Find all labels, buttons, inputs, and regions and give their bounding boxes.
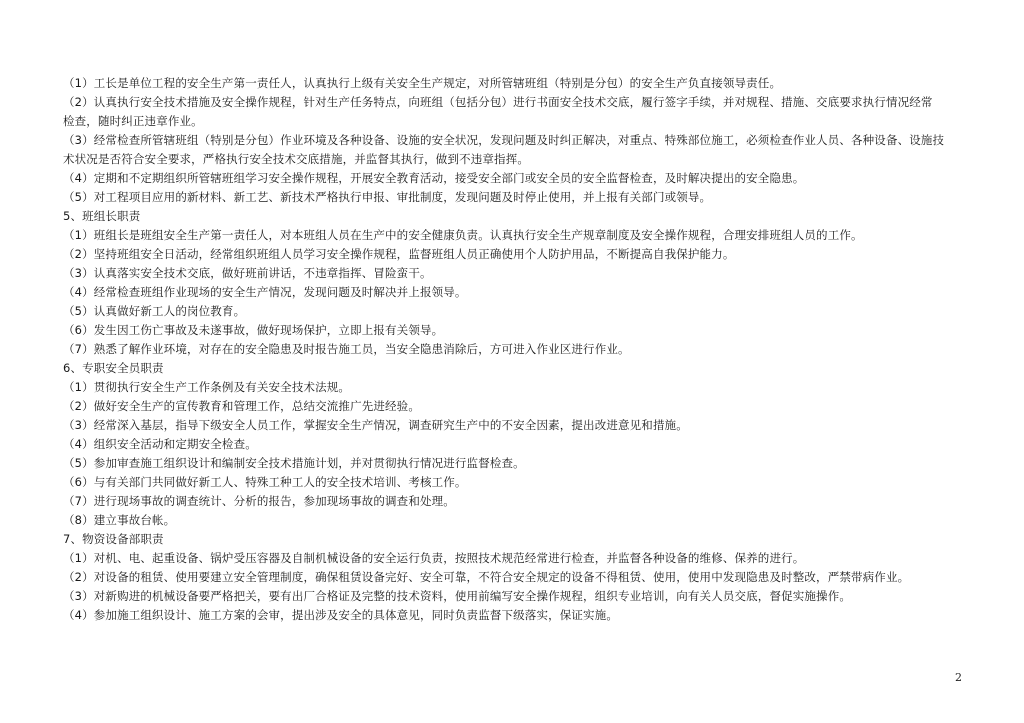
text-line: （6）发生因工伤亡事故及未遂事故，做好现场保护，立即上报有关领导。 [63,323,444,337]
text-line: （2）认真执行安全技术措施及安全操作规程，针对生产任务特点，向班组（包括分包）进行书面安全技术交底，履行签字手续，并对规程、措施、交底要求执行情况经常 [63,95,933,109]
text-line: （5）认真做好新工人的岗位教育。 [63,304,246,318]
text-line: （3）认真落实安全技术交底，做好班前讲话，不违章指挥、冒险蛮干。 [63,266,432,280]
text-line: （2）坚持班组安全日活动，经常组织班组人员学习安全操作规程，监督班组人员正确使用个人防护用品，不断提高自我保护能力。 [63,247,735,261]
text-line: （4）组织安全活动和定期安全检查。 [63,437,257,451]
text-line: （3）经常检查所管辖班组（特别是分包）作业环境及各种设备、设施的安全状况，发现问题及时纠正解决，对重点、特殊部位施工，必须检查作业人员、各种设备、设施技 [63,133,945,147]
text-line: （7）进行现场事故的调查统计、分析的报告，参加现场事故的调查和处理。 [63,494,455,508]
text-line: 术状况是否符合安全要求，严格执行安全技术交底措施，并监督其执行，做到不违章指挥。 [63,152,529,166]
text-line: （1）对机、电、起重设备、锅炉受压容器及自制机械设备的安全运行负责，按照技术规范经常进行检查，并监督各种设备的维修、保养的进行。 [63,551,805,565]
text-line: （5）对工程项目应用的新材料、新工艺、新技术严格执行申报、审批制度，发现问题及时停止使用，并上报有关部门或领导。 [63,190,712,204]
text-line: （3）经常深入基层，指导下级安全人员工作，掌握安全生产情况，调查研究生产中的不安全因素，提出改进意见和措施。 [63,418,688,432]
section-heading: 5、班组长职责 [63,209,141,223]
section-heading: 7、物资设备部职责 [63,532,164,546]
text-line: （6）与有关部门共同做好新工人、特殊工种工人的安全技术培训、考核工作。 [63,475,467,489]
text-line: （1）贯彻执行安全生产工作条例及有关安全技术法规。 [63,380,351,394]
text-line: （2）对设备的租赁、使用要建立安全管理制度，确保租赁设备完好、安全可靠，不符合安全规定的设备不得租赁、使用，使用中发现隐患及时整改，严禁带病作业。 [63,570,910,584]
text-line: （4）参加施工组织设计、施工方案的会审，提出涉及安全的具体意见，同时负责监督下级落实，保证实施。 [63,608,619,622]
text-line: （4）定期和不定期组织所管辖班组学习安全操作规程，开展安全教育活动，接受安全部门或安全员的安全监督检查，及时解决提出的安全隐患。 [63,171,805,185]
section-heading: 6、专职安全员职责 [63,361,164,375]
text-line: （1）工长是单位工程的安全生产第一责任人，认真执行上级有关安全生产规定，对所管辖班组（特别是分包）的安全生产负直接领导责任。 [63,76,782,90]
text-line: （8）建立事故台帐。 [63,513,176,527]
text-line: （7）熟悉了解作业环境，对存在的安全隐患及时报告施工员，当安全隐患消除后，方可进入作业区进行作业。 [63,342,630,356]
text-line: （4）经常检查班组作业现场的安全生产情况，发现问题及时解决并上报领导。 [63,285,467,299]
text-line: （5）参加审查施工组织设计和编制安全技术措施计划，并对贯彻执行情况进行监督检查。 [63,456,525,470]
document-body [63,74,969,625]
text-line: 检查，随时纠正违章作业。 [63,114,203,128]
page-number: 2 [955,671,962,684]
text-line: （3）对新购进的机械设备要严格把关，要有出厂合格证及完整的技术资料，使用前编写安全操作规程，组织专业培训，向有关人员交底，督促实施操作。 [63,589,852,603]
text-line: （1）班组长是班组安全生产第一责任人，对本班组人员在生产中的安全健康负责。认真执行安全生产规章制度及安全操作规程，合理安排班组人员的工作。 [63,228,863,242]
text-line: （2）做好安全生产的宣传教育和管理工作，总结交流推广先进经验。 [63,399,420,413]
